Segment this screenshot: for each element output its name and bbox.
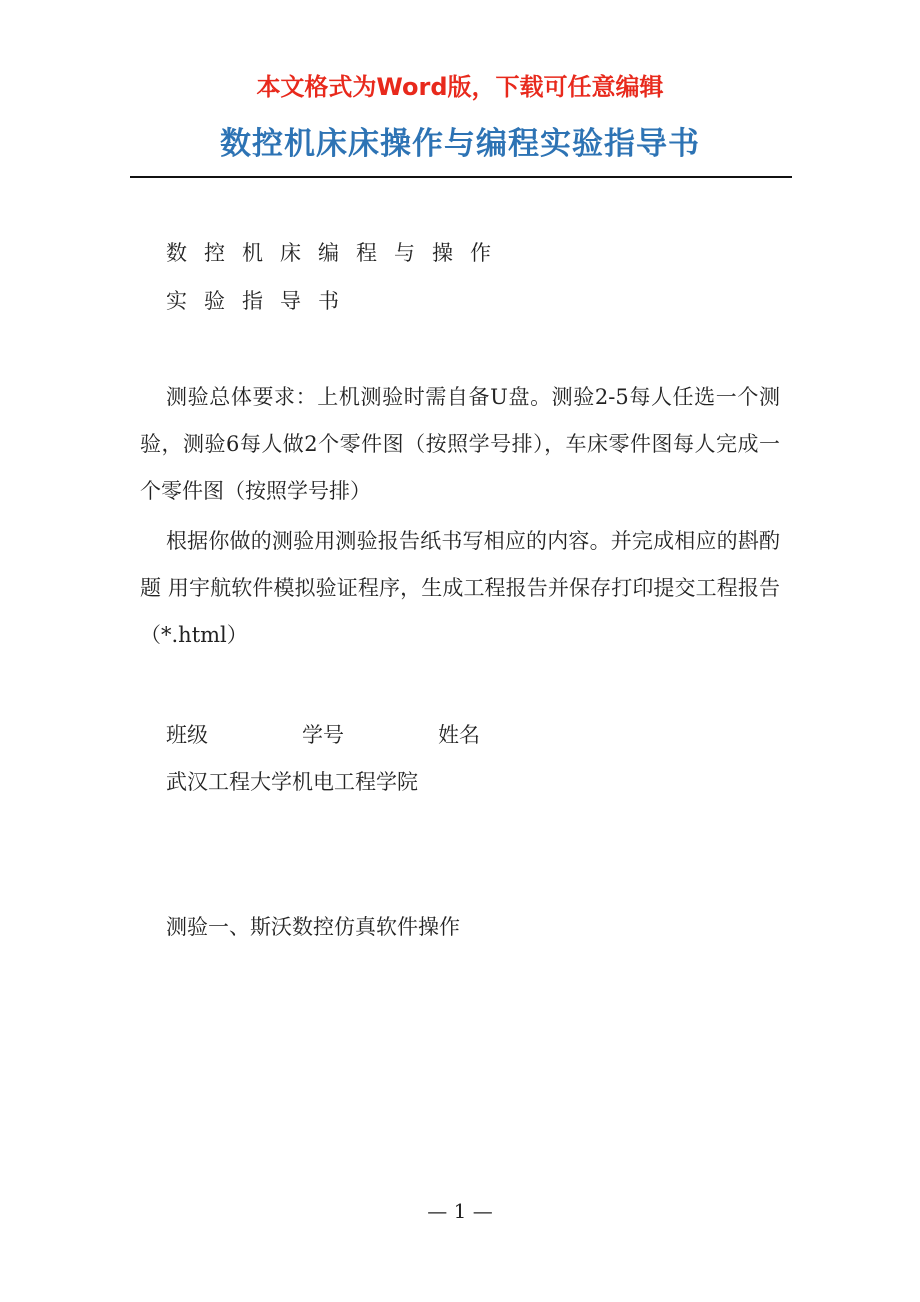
experiment-1-heading: 测验一、斯沃数控仿真软件操作 xyxy=(166,915,460,939)
class-label: 班级 xyxy=(166,723,208,747)
document-title: 数控机床床操作与编程实验指导书 xyxy=(220,126,700,162)
cover-title-line-1: 数控机床编程与操作 xyxy=(166,241,508,265)
cover-title-line-2: 实验指导书 xyxy=(166,289,356,313)
requirements-paragraph-2: 根据你做的测验用测验报告纸书写相应的内容。并完成相应的斟酌题 用宇航软件模拟验证程序，生成工程报告并保存打印提交工程报告（*.html） xyxy=(140,529,780,647)
student-id-label: 学号 xyxy=(302,723,344,747)
page-number: — 1 — xyxy=(427,1199,493,1223)
student-info-row xyxy=(166,720,480,750)
institution-name: 武汉工程大学机电工程学院 xyxy=(166,770,418,794)
requirements-paragraph-1: 测验总体要求：上机测验时需自备U盘。测验2-5每人任选一个测验，测验6每人做2个零件图（按照学号排），车床零件图每人完成一个零件图（按照学号排） xyxy=(140,385,780,503)
name-label: 姓名 xyxy=(438,723,480,747)
download-banner: 本文格式为Word版，下载可任意编辑 xyxy=(256,73,664,101)
title-underline xyxy=(130,176,792,178)
